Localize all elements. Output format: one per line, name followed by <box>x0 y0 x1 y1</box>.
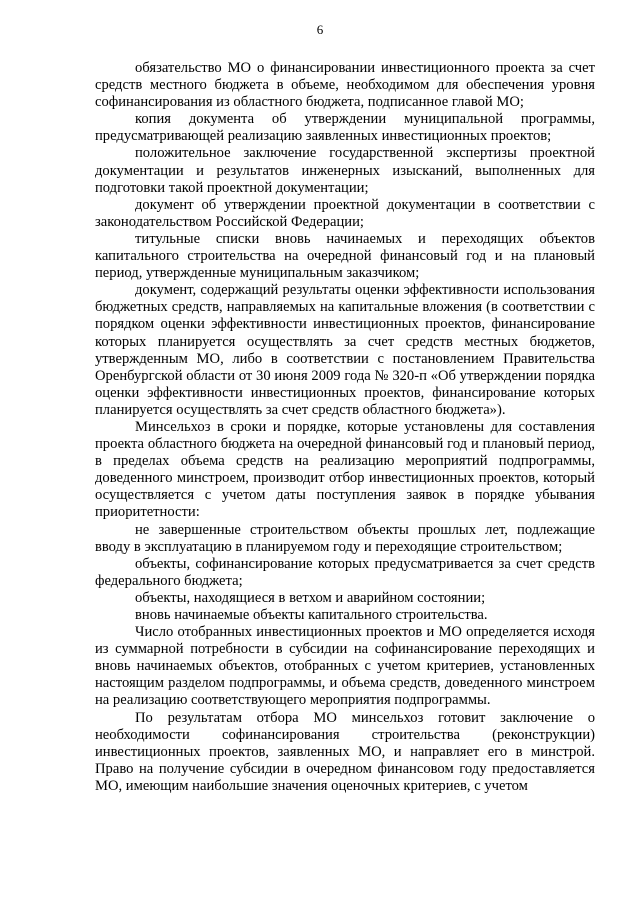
paragraph-priority-dilapidated: объекты, находящиеся в ветхом и аварийном состоянии; <box>135 589 486 606</box>
page-number: 6 <box>316 22 324 37</box>
paragraph-priority-unfinished: не завершенные строительством объекты прошлых лет, подлежащие вводу в эксплуатацию в планируемом году и переходящие строительством; <box>95 521 595 555</box>
paragraph-priority-new: вновь начинаемые объекты капитального строительства. <box>135 607 488 623</box>
paragraph-priority-federal: объекты, софинансирование которых предусматривается за счет средств федерального бюджета; <box>95 555 595 589</box>
paragraph-program-copy: копия документа об утверждении муниципальной программы, предусматривающей реализацию заявленных инвестиционных проектов; <box>95 111 595 145</box>
paragraph-obligation: обязательство МО о финансировании инвестиционного проекта за счет средств местного бюджета в объеме, необходимом для обеспечения уровня софинансирования из областного бюджета, подписанное главой МО; <box>95 60 595 111</box>
paragraph-title-lists: титульные списки вновь начинаемых и переходящих объектов капитального строительства на очередной финансовый год и на плановый период, утвержденные муниципальным заказчиком; <box>95 230 595 282</box>
paragraph-project-approval: документ об утверждении проектной документации в соответствии с законодательством Российской Федерации; <box>95 196 595 230</box>
document-body <box>95 60 595 795</box>
paragraph-selection-procedure: Минсельхоз в сроки и порядке, которые установлены для составления проекта областного бюджета на очередной финансовый год и плановый период, в пределах объема средств на реализацию мероприятий подпрограммы, доведенного минстроем, производит отбор инвестиционных проектов, который осуществляется с учетом даты поступления заявок в порядке убывания приоритетности: <box>95 418 595 521</box>
paragraph-selection-results: По результатам отбора МО минсельхоз готовит заключение о необходимости софинансирования строительства (реконструкции) инвестиционных проектов, заявленных МО, и направляет его в минстрой. Право на получение субсидии в очередном финансовом году предоставляется МО, имеющим наибольшие значения оценочных критериев, с учетом <box>95 709 595 794</box>
paragraph-selected-count: Число отобранных инвестиционных проектов и МО определяется исходя из суммарной потребности в субсидии на софинансирование переходящих и вновь начинаемых объектов, отобранных с учетом критериев, установленных настоящим разделом подпрограммы, и объема средств, доведенного минстроем на реализацию соответствующего мероприятия подпрограммы. <box>95 624 595 709</box>
paragraph-expertise: положительное заключение государственной экспертизы проектной документации и результатов инженерных изысканий, выполненных для подготовки такой проектной документации; <box>95 145 595 196</box>
paragraph-efficiency-assessment: документ, содержащий результаты оценки эффективности использования бюджетных средств, направляемых на капитальные вложения (в соответствии с порядком оценки эффективности инвестиционных проектов, финансирование которых планируется осуществлять за счет средств местных бюджетов, утвержденным МО, либо в соответствии с постановлением Правительства Оренбургской области от 30 июня 2009 года № 320-п «Об утверждении порядка оценки эффективности инвестиционных проектов, финансирование которых планируется осуществлять за счет средств областного бюджета»). <box>95 282 595 418</box>
